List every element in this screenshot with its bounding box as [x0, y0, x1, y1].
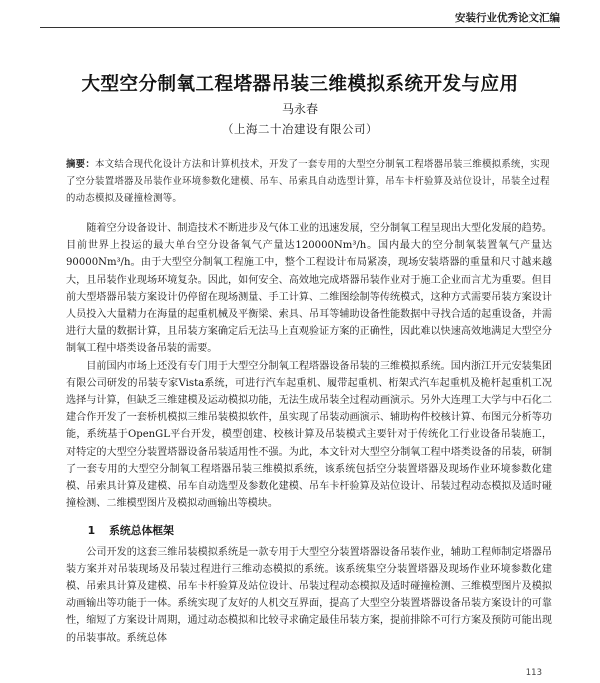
affiliation: （上海二十冶建设有限公司）	[222, 122, 378, 136]
section-heading	[66, 522, 552, 539]
paragraph-3: 公司开发的这套三维吊装模拟系统是一款专用于大型空分装置塔器设备吊装作业，辅助工程师制定塔器吊装方案并对吊装现场及吊装过程进行三维动态模拟的系统。该系统集空分装置塔器及现场作业环境参数化建模、吊索具计算及建模、吊车卡杆验算及站位设计、吊装过程动态模拟及适时碰撞检测、三维模型图片及模拟动画输出等功能于一体。系统实现了友好的人机交互界面，提高了大型空分装置塔器设备吊装方案设计的可靠性，缩短了方案设计周期，通过动态模拟和比较寻求确定最佳吊装方案，提前排除不可行方案及预防可能出现的吊装事故。系统总体	[66, 546, 552, 644]
journal-header: 安装行业优秀论文汇编	[455, 12, 560, 24]
abstract	[66, 156, 552, 207]
page-number: 113	[525, 668, 542, 678]
header-rule	[40, 27, 560, 28]
section-title: 系统总体框架	[109, 524, 174, 538]
abstract-text: 本文结合现代化设计方法和计算机技术，开发了一套专用的大型空分制氧工程塔器吊装三维模拟系统，实现了空分装置塔器及吊装作业环境参数化建模、吊车、吊索具自动选型计算，吊车卡杆验算及站位设计，吊装全过程的动态模拟及碰撞检测等。	[66, 159, 550, 204]
abstract-label: 摘要：	[66, 159, 96, 170]
section-number: 1	[87, 524, 96, 538]
page-title: 大型空分制氧工程塔器吊装三维模拟系统开发与应用	[81, 74, 519, 95]
paragraph-2: 目前国内市场上还没有专门用于大型空分制氧工程塔器设备吊装的三维模拟系统。国内浙江开元安装集团有限公司研发的吊装专家Vista系统，可进行汽车起重机、履带起重机、桁架式汽车起重机及桅杆起重机工况选择与计算，但缺乏三维建模及运动模拟功能，无法生成吊装全过程动画演示。另外大连理工大学与中石化二建合作开发了一套桥机模拟三维吊装模拟软件，虽实现了吊装动画演示、辅助构件校核计算、布图元分析等功能，系统基于OpenGL平台开发，模型创建、校核计算及吊装模式主要针对于传统化工行业设备吊装施工，对特定的大型空分装置塔器设备吊装适用性不强。为此，本文针对大型空分制氧工程中塔类设备的吊装，研制了一套专用的大型空分制氧工程塔器吊装三维模拟系统，该系统包括空分装置塔器及现场作业环境参数化建模、吊索具计算及建模、吊车自动选型及参数化建模、吊车卡杆验算及站位设计、吊装过程动态模拟及适时碰撞检测、二维模型图片及模拟动画输出等模块。	[66, 360, 552, 510]
body-text	[66, 220, 552, 647]
paragraph-1: 随着空分设备设计、制造技术不断进步及气体工业的迅速发展，空分制氧工程呈现出大型化发展的趋势。目前世界上投运的最大单台空分设备氧气产量达120000Nm³/h。国内最大的空分制氧装置氧气产量达90000Nm³/h。由于大型空分制氧工程施工中，整个工程设计布局紧凑，现场安装塔器的重量和尺寸越来越大，且吊装作业现场环境复杂。因此，如何安全、高效地完成塔器吊装作业对于施工企业而言尤为重要。但目前大型塔器吊装方案设计仍停留在现场测量、手工计算、二维图绘制等传统模式，这种方式需要吊装方案设计人员投入大量精力在海量的起重机械及平衡梁、索具、吊耳等辅助设备性能数据中寻找合适的起重设备，并需进行大量的数据计算，且吊装方案确定后无法马上直观验证方案的正确性，因此难以快速高效地满足大型空分制氧工程中塔类设备吊装的需要。	[66, 223, 552, 355]
author: 马永春	[281, 102, 318, 116]
